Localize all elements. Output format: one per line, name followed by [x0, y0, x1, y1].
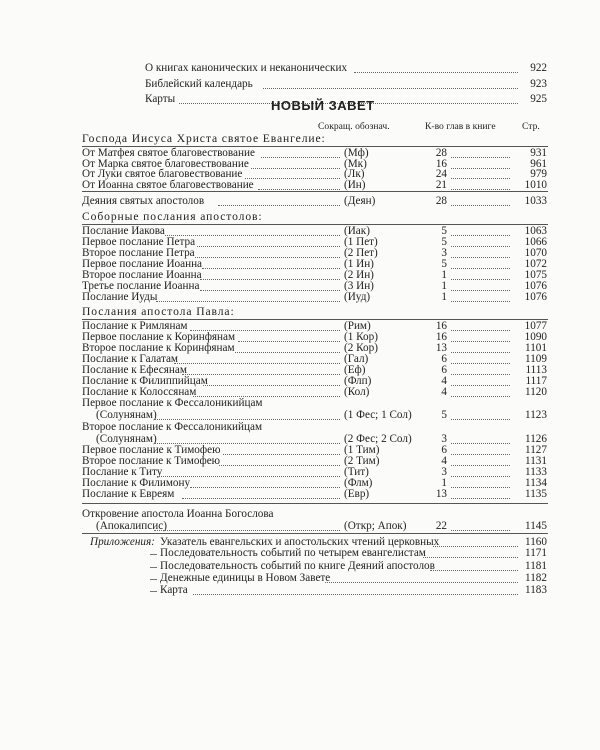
book-abbreviation: (Откр; Апок) [344, 520, 407, 532]
book-abbreviation: (2 Тим) [344, 455, 380, 467]
chapter-count: 1 [441, 280, 447, 292]
book-title: От Марка святое благовествование [82, 157, 249, 170]
dot-leader [238, 341, 340, 342]
book-title: Откровение апостола Иоанна Богослова [82, 508, 274, 520]
book-abbreviation: (Евр) [344, 488, 370, 500]
column-header-page: Стр. [522, 121, 540, 132]
book-title: От Матфея святое благовествование [82, 147, 255, 159]
dot-leader [451, 363, 510, 364]
dot-leader [251, 168, 340, 169]
chapter-count: 16 [435, 320, 447, 332]
dot-leader [451, 454, 510, 455]
book-abbreviation: (Лк) [344, 168, 365, 180]
book-title: Послание к Галатам [82, 353, 179, 365]
dot-leader [451, 385, 510, 386]
chapter-count: 22 [435, 520, 447, 532]
book-abbreviation: (Деян) [344, 195, 376, 207]
page-number: 1133 [525, 466, 547, 478]
book-abbreviation: (Ин) [344, 179, 366, 191]
dot-leader [451, 157, 510, 158]
chapter-count: 5 [441, 258, 447, 270]
dot-leader [451, 487, 510, 488]
book-title: Первое послание к Тимофею [82, 444, 221, 456]
page-number: 1131 [525, 455, 547, 467]
chapter-count: 28 [435, 147, 447, 159]
page-number: 925 [530, 93, 547, 105]
dot-leader [451, 246, 510, 247]
page-number: 1070 [524, 247, 547, 259]
book-abbreviation: (3 Ин) [344, 280, 374, 292]
chapter-count: 21 [435, 179, 447, 191]
dot-leader [451, 235, 510, 236]
page-number: 923 [530, 78, 547, 90]
appendix-entry-title: Указатель евангельских и апостольских чтений церковных [160, 536, 440, 548]
book-title: Первое послание к Фессалоникийцам [82, 397, 263, 409]
book-title: От Луки святое благовествование [82, 168, 243, 180]
section-heading: Соборные послания апостолов: [82, 210, 263, 223]
page-number: 1135 [525, 488, 547, 500]
book-title: Послание к Римлянам [82, 320, 188, 332]
page-number: 1117 [525, 375, 547, 387]
dot-leader [154, 419, 340, 420]
dot-leader [451, 396, 510, 397]
book-title: Послание к Филимону [82, 477, 191, 489]
book-abbreviation: (2 Пет) [344, 247, 378, 259]
chapter-count: 3 [441, 247, 447, 259]
book-title: Послание Иакова [82, 225, 165, 237]
dot-leader [451, 168, 510, 169]
page-number: 1109 [525, 353, 547, 365]
book-title: Второе послание к Фессалоникийцам [82, 421, 263, 433]
entry-dash [150, 554, 157, 555]
appendix-entry-title: Последовательность событий по книге Деяний апостолов [160, 560, 435, 572]
dot-leader [354, 72, 518, 73]
chapter-count: 1 [441, 477, 447, 489]
section-heading: Господа Иисуса Христа святое Евангелие: [82, 132, 326, 145]
dot-leader [223, 454, 340, 455]
dot-leader [218, 205, 340, 206]
book-abbreviation: (Иак) [344, 225, 370, 237]
dot-leader [202, 268, 340, 269]
book-abbreviation: (Флм) [344, 477, 373, 489]
dot-leader [235, 352, 340, 353]
book-title-continued: (Солунянам) [96, 433, 157, 445]
chapter-count: 4 [441, 375, 447, 387]
page-number: 1182 [525, 572, 547, 584]
page-number: 1127 [525, 444, 547, 456]
page-number: 961 [530, 157, 547, 170]
dot-leader [219, 465, 340, 466]
chapter-count: 4 [441, 386, 447, 398]
section-rule [82, 191, 548, 192]
dot-leader [245, 178, 340, 179]
book-abbreviation: (1 Ин) [344, 258, 374, 270]
chapter-count: 16 [435, 157, 447, 170]
toc-entry-title: Библейский календарь [145, 78, 253, 90]
page-number: 1010 [524, 179, 547, 191]
chapter-count: 13 [435, 342, 447, 354]
page-number: 1075 [524, 269, 547, 281]
dot-leader [261, 157, 340, 158]
book-abbreviation: (Кол) [344, 386, 370, 398]
book-abbreviation: (2 Ин) [344, 269, 374, 281]
column-header-chapters: К-во глав в книге [425, 121, 496, 132]
toc-entry-title: Карты [145, 93, 176, 105]
chapter-count: 1 [441, 269, 447, 281]
book-title: Третье послание Иоанна [82, 280, 200, 292]
book-title: Послание к Колоссянам [82, 386, 197, 398]
book-title: Первое послание к Коринфянам [82, 331, 236, 343]
entry-dash [150, 567, 157, 568]
page-number: 1072 [524, 258, 547, 270]
section-rule [82, 503, 548, 504]
book-abbreviation: (1 Пет) [344, 236, 378, 248]
column-header-abbreviation: Сокращ. обознач. [318, 121, 390, 132]
dot-leader [451, 419, 510, 420]
dot-leader [451, 374, 510, 375]
book-abbreviation: (Иуд) [344, 291, 371, 303]
toc-entry-title: О книгах канонических и неканонических [145, 62, 348, 74]
dot-leader [182, 498, 340, 499]
chapter-count: 24 [435, 168, 447, 180]
page-number: 1033 [524, 195, 547, 207]
dot-leader [451, 279, 510, 280]
book-title: Послание к Филиппийцам [82, 375, 208, 387]
dot-leader [174, 363, 340, 364]
book-abbreviation: (1 Фес; 1 Сол) [344, 409, 412, 421]
appendix-entry-title: Денежные единицы в Новом Завете [160, 572, 331, 584]
appendix-label: Приложения: [90, 536, 155, 548]
page-number: 1183 [525, 584, 547, 596]
page-number: 1076 [524, 280, 547, 292]
dot-leader [451, 178, 510, 179]
dot-leader [451, 465, 510, 466]
chapter-count: 3 [441, 433, 447, 445]
page-number: 1113 [525, 364, 547, 376]
page-number: 1160 [525, 536, 547, 548]
dot-leader [451, 268, 510, 269]
book-title-continued: (Солунянам) [96, 409, 157, 421]
dot-leader [190, 487, 340, 488]
chapter-count: 4 [441, 455, 447, 467]
chapter-count: 5 [441, 225, 447, 237]
book-abbreviation: (2 Кор) [344, 342, 378, 354]
dot-leader [200, 279, 340, 280]
page-number: 1077 [524, 320, 547, 332]
book-title: Послание к Евреям [82, 488, 175, 500]
dot-leader [451, 498, 510, 499]
chapter-count: 1 [441, 291, 447, 303]
dot-leader [451, 341, 510, 342]
chapter-count: 5 [441, 409, 447, 421]
dot-leader [451, 443, 510, 444]
page-number: 1066 [524, 236, 547, 248]
book-abbreviation: (Мк) [344, 157, 367, 170]
page-number: 1090 [524, 331, 547, 343]
chapter-count: 6 [441, 444, 447, 456]
entry-dash [150, 591, 157, 592]
book-abbreviation: (Тит) [344, 466, 369, 478]
book-title: Второе послание к Тимофею [82, 455, 221, 467]
chapter-count: 5 [441, 236, 447, 248]
dot-leader [203, 385, 340, 386]
book-abbreviation: (Рим) [344, 320, 371, 332]
dot-leader [451, 301, 510, 302]
section-rule [82, 533, 548, 534]
page-number: 1181 [525, 560, 547, 572]
book-title: Послание к Ефесянам [82, 364, 187, 376]
dot-leader [195, 257, 340, 258]
book-title: Послание Иуды [82, 291, 158, 303]
page-number: 1076 [524, 291, 547, 303]
page-number: 1101 [525, 342, 547, 354]
dot-leader [263, 88, 518, 89]
page-number: 1063 [524, 225, 547, 237]
chapter-count: 13 [435, 488, 447, 500]
appendix-entry-title: Последовательность событий по четырем евангелистам [160, 547, 426, 559]
dot-leader [325, 582, 518, 583]
book-title: От Иоанна святое благовествование [82, 179, 254, 191]
book-title: Первое послание Петра [82, 236, 196, 248]
chapter-count: 28 [435, 195, 447, 207]
section-heading: Послания апостола Павла: [82, 305, 235, 318]
book-title: Послание к Титу [82, 466, 163, 478]
section-title: НОВЫЙ ЗАВЕТ [271, 98, 375, 113]
book-title: Первое послание Иоанна [82, 258, 203, 270]
page-number: 1126 [525, 433, 547, 445]
dot-leader [154, 530, 340, 531]
book-abbreviation: (1 Тим) [344, 444, 380, 456]
book-title-continued: (Апокалипсис) [96, 520, 167, 532]
dot-leader [451, 189, 510, 190]
chapter-count: 16 [435, 331, 447, 343]
dot-leader [156, 301, 340, 302]
dot-leader [451, 257, 510, 258]
page-number: 1120 [525, 386, 547, 398]
book-abbreviation: (Мф) [344, 147, 369, 159]
chapter-count: 6 [441, 364, 447, 376]
page-number: 1145 [525, 520, 547, 532]
page-number: 1134 [525, 477, 547, 489]
dot-leader [451, 352, 510, 353]
dot-leader [451, 530, 510, 531]
page-number: 922 [530, 62, 547, 74]
book-title: Деяния святых апостолов [82, 195, 205, 207]
dot-leader [193, 594, 518, 595]
page-number: 1171 [525, 547, 547, 559]
book-title: Второе послание Иоанна [82, 269, 202, 281]
book-abbreviation: (2 Фес; 2 Сол) [344, 433, 412, 445]
book-abbreviation: (Еф) [344, 364, 366, 376]
dot-leader [258, 189, 340, 190]
page-number: 979 [530, 168, 547, 180]
book-title: Второе послание Петра [82, 247, 195, 259]
appendix-entry-title: Карта [160, 584, 188, 596]
book-abbreviation: (Флп) [344, 375, 372, 387]
dot-leader [197, 246, 340, 247]
page-number: 1123 [525, 409, 547, 421]
book-title: Второе послание к Коринфянам [82, 342, 235, 354]
chapter-count: 6 [441, 353, 447, 365]
dot-leader [451, 330, 510, 331]
dot-leader [451, 476, 510, 477]
chapter-count: 3 [441, 466, 447, 478]
dot-leader [451, 290, 510, 291]
book-abbreviation: (Гал) [344, 353, 369, 365]
book-abbreviation: (1 Кор) [344, 331, 378, 343]
page-number: 931 [530, 147, 547, 159]
dot-leader [200, 290, 340, 291]
dot-leader [451, 205, 510, 206]
entry-dash [150, 579, 157, 580]
